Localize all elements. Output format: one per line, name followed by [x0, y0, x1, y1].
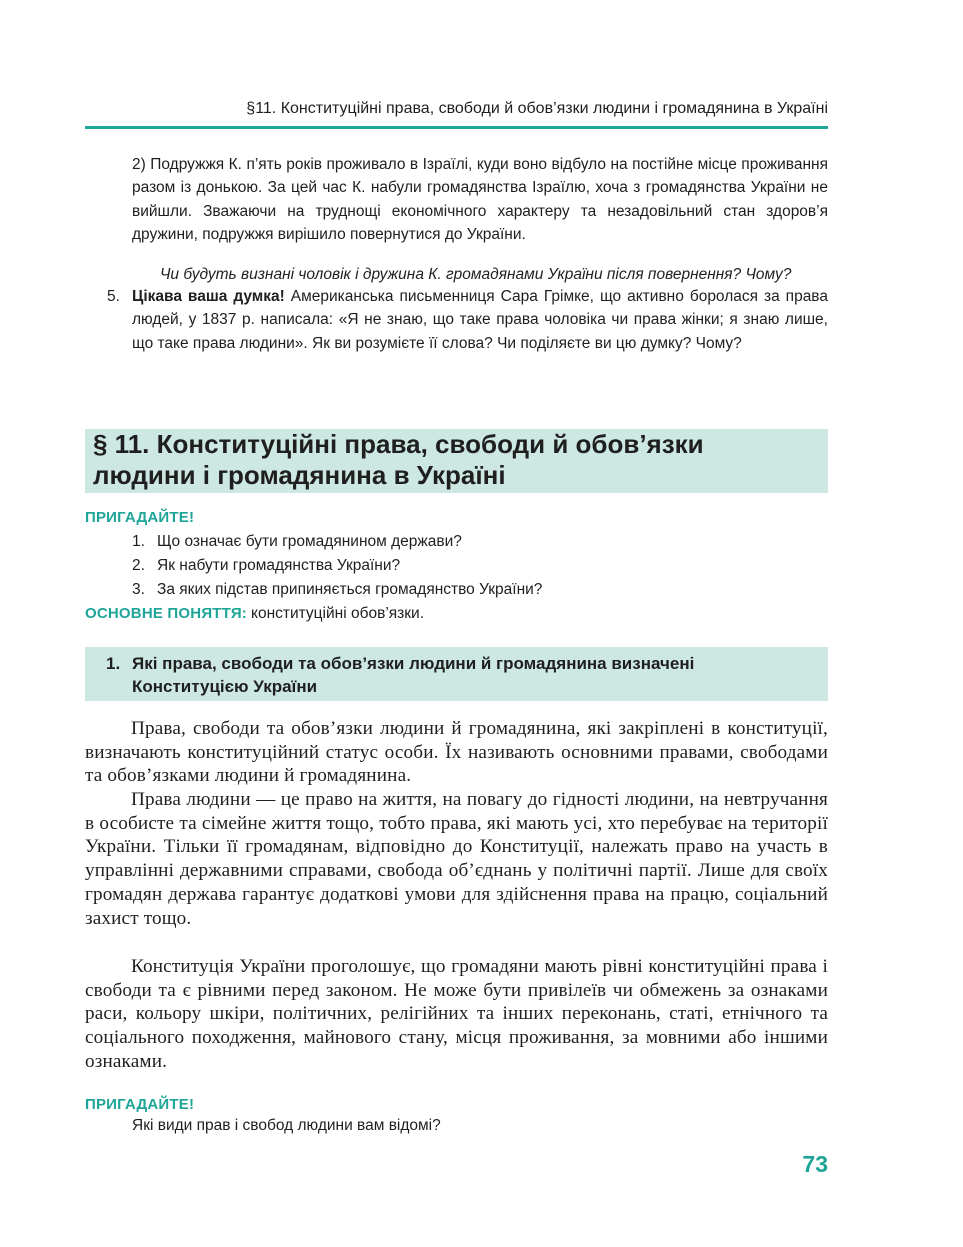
question-5-text	[132, 285, 828, 355]
section-title-line-2: людини і громадянина в Україні	[93, 460, 506, 490]
body-paragraph: Права людини — це право на життя, на повагу до гідності людини, на невтручання в особисте та сімейне життя тощо, тобто права, які мають усі, хто перебуває на території України. Тільки її громадянам, відповідно до Конституції, належать право на участь в управлінні державними справами, свобода об’єднань у політичні партії. Лише для своїх громадян держава гарантує додаткові умови для здійснення права на працю, соціальний захист тощо.	[85, 789, 828, 929]
section-title	[93, 429, 823, 491]
question-5-number: 5.	[107, 288, 120, 305]
list-item	[132, 578, 822, 602]
list-item-number: 1.	[132, 533, 145, 550]
section-title-line-1: § 11. Конституційні права, свободи й обов’язки	[93, 429, 704, 459]
recall-list	[132, 530, 822, 602]
list-item-text: Що означає бути громадянином держави?	[157, 533, 462, 550]
body-paragraph: Конституція України проголошує, що громадяни мають рівні конституційні права і свободи та є рівними перед законом. Не може бути привілеїв чи обмежень за ознаками раси, кольору шкіри, політичних, релігійних та інших переконань, статі, етнічного та соціального походження, майнового стану, місця проживання, за мовними або іншими ознаками.	[85, 956, 828, 1072]
list-item	[132, 530, 822, 554]
recall-label: ПРИГАДАЙТЕ!	[85, 1096, 195, 1113]
key-concept-text: конституційні обов’язки.	[251, 605, 425, 622]
question-5	[107, 285, 828, 355]
subsection-title: Які права, свободи та обов’язки людини й громадянина визначені Конституцією України	[132, 654, 695, 696]
body-paragraph: Права, свободи та обов’язки людини й громадянина, які закріплені в конституції, визначають конституційний статус особи. Їх називають основними правами, свободами та обов’язками людини й громадянина.	[85, 718, 828, 787]
key-concept	[85, 603, 424, 625]
question-4-prompt: Чи будуть визнані чоловік і дружина К. громадянами України після повернення? Чому?	[160, 266, 792, 283]
recall-label: ПРИГАДАЙТЕ!	[85, 509, 195, 526]
list-item-number: 2.	[132, 557, 145, 574]
recall-question: Які види прав і свобод людини вам відомі?	[132, 1117, 441, 1134]
key-concept-label: ОСНОВНЕ ПОНЯТТЯ:	[85, 605, 248, 622]
question-5-lead: Цікава ваша думка!	[132, 288, 285, 305]
list-item-text: За яких підстав припиняється громадянство України?	[157, 581, 543, 598]
list-item-text: Як набути громадянства України?	[157, 557, 401, 574]
question-5-body: Американська письменниця Сара Грімке, що активно боролася за права людей, у 1837 р. написала: «Я не знаю, що таке права чоловіка чи права жінки; я знаю лише, що таке права людини». Як ви розумієте її слова? Чи поділяєте ви цю думку? Чому?	[132, 288, 828, 352]
running-header: §11. Конституційні права, свободи й обов’язки людини і громадянина в Україні	[246, 100, 828, 117]
list-item-number: 3.	[132, 581, 145, 598]
subsection-number: 1.	[106, 654, 121, 673]
page-number: 73	[802, 1151, 828, 1177]
header-divider	[85, 126, 828, 129]
question-4-body: 2) Подружжя К. п’ять років проживало в Ізраїлі, куди воно відбуло на постійне місце проживання разом із донькою. За цей час К. набули громадянства Ізраїлю, хоча з громадянства України не вийшли. Зважаючи на труднощі економічного характеру та незадовільний стан здоров’я дружини, подружжя вирішило повернутися до України.	[132, 156, 828, 244]
list-item	[132, 554, 822, 578]
